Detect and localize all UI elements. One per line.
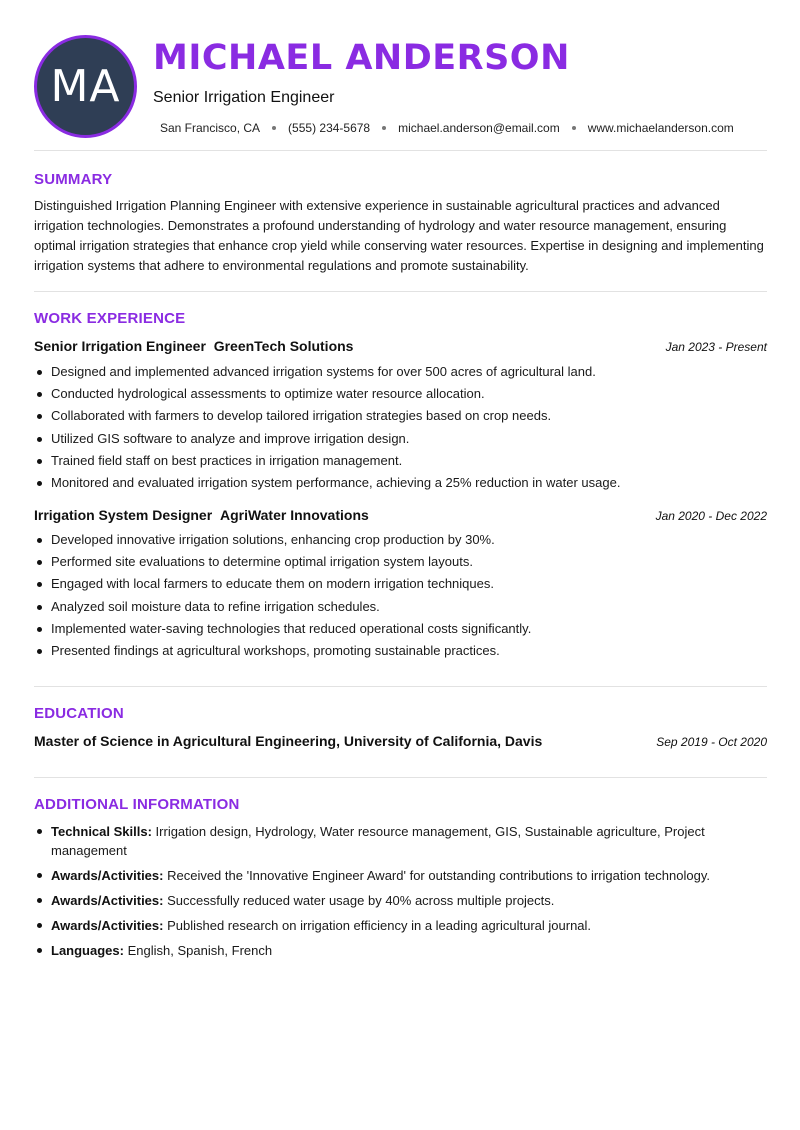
job-header <box>34 338 767 356</box>
job-role-company <box>34 338 353 354</box>
info-text: Published research on irrigation efficiency in a leading agricultural journal. <box>167 918 592 933</box>
job-role: Senior Irrigation Engineer <box>34 338 206 354</box>
job-dates: Jan 2020 - Dec 2022 <box>655 509 767 523</box>
job-header <box>34 507 767 525</box>
bullet-separator <box>382 126 386 130</box>
education-heading: EDUCATION <box>34 705 124 722</box>
contact-location: San Francisco, CA <box>160 121 261 135</box>
list-item: Developed innovative irrigation solutions, enhancing crop production by 30%. <box>34 532 767 548</box>
summary-heading: SUMMARY <box>34 171 113 188</box>
job-bullets <box>34 532 767 665</box>
list-item: Analyzed soil moisture data to refine irrigation schedules. <box>34 599 767 615</box>
list-item: Trained field staff on best practices in irrigation management. <box>34 453 767 469</box>
job-company: GreenTech Solutions <box>213 338 354 354</box>
candidate-name: MICHAEL ANDERSON <box>153 38 570 78</box>
experience-heading: WORK EXPERIENCE <box>34 310 186 327</box>
list-item <box>34 866 767 885</box>
list-item: Conducted hydrological assessments to optimize water resource allocation. <box>34 386 767 402</box>
info-text: Irrigation design, Hydrology, Water resource management, GIS, Sustainable agriculture, Project management <box>51 824 705 858</box>
section-divider <box>34 291 767 292</box>
list-item: Presented findings at agricultural workshops, promoting sustainable practices. <box>34 643 767 659</box>
section-divider <box>34 686 767 687</box>
list-item: Performed site evaluations to determine optimal irrigation system layouts. <box>34 554 767 570</box>
avatar-initials: MA <box>50 61 121 112</box>
info-text: Received the 'Innovative Engineer Award' for outstanding contributions to irrigation technology. <box>167 868 710 883</box>
info-label: Languages: <box>51 943 124 958</box>
list-item: Collaborated with farmers to develop tailored irrigation strategies based on crop needs. <box>34 408 767 424</box>
bullet-separator <box>572 126 576 130</box>
list-item <box>34 891 767 910</box>
info-text: Successfully reduced water usage by 40% across multiple projects. <box>167 893 555 908</box>
job-company: AgriWater Innovations <box>219 507 369 523</box>
info-label: Awards/Activities: <box>51 893 164 908</box>
info-label: Awards/Activities: <box>51 868 164 883</box>
list-item <box>34 822 767 860</box>
additional-heading: ADDITIONAL INFORMATION <box>34 796 240 813</box>
summary-text: Distinguished Irrigation Planning Engineer with extensive experience in sustainable agricultural practices and advanced irrigation technologies. Demonstrates a profound understanding of hydrology and water resource management, ensuring optimal irrigation strategies that enhance crop yield while conserving water resources. Expertise in designing and implementing irrigation systems that adhere to environmental regulations and promote sustainability. <box>34 198 764 273</box>
contact-line <box>160 121 734 135</box>
list-item <box>34 941 767 960</box>
candidate-title: Senior Irrigation Engineer <box>153 89 335 106</box>
job-dates: Jan 2023 - Present <box>665 340 767 354</box>
job-role: Irrigation System Designer <box>34 507 213 523</box>
education-degree: Master of Science in Agricultural Engineering, University of California, Davis <box>34 733 543 749</box>
section-divider <box>34 777 767 778</box>
job-bullets <box>34 364 767 497</box>
job-role-company <box>34 507 369 523</box>
info-label: Awards/Activities: <box>51 918 164 933</box>
info-label: Technical Skills: <box>51 824 152 839</box>
list-item: Engaged with local farmers to educate them on modern irrigation techniques. <box>34 576 767 592</box>
contact-website[interactable]: www.michaelanderson.com <box>587 121 734 135</box>
avatar <box>34 35 137 138</box>
list-item <box>34 916 767 935</box>
education-dates: Sep 2019 - Oct 2020 <box>656 735 767 749</box>
section-divider <box>34 150 767 151</box>
additional-list <box>34 822 767 966</box>
list-item: Implemented water-saving technologies that reduced operational costs significantly. <box>34 621 767 637</box>
list-item: Utilized GIS software to analyze and improve irrigation design. <box>34 431 767 447</box>
contact-email[interactable]: michael.anderson@email.com <box>398 121 560 135</box>
contact-phone: (555) 234-5678 <box>288 121 371 135</box>
list-item: Designed and implemented advanced irrigation systems for over 500 acres of agricultural land. <box>34 364 767 380</box>
info-text: English, Spanish, French <box>127 943 273 958</box>
bullet-separator <box>272 126 276 130</box>
list-item: Monitored and evaluated irrigation system performance, achieving a 25% reduction in water usage. <box>34 475 767 491</box>
